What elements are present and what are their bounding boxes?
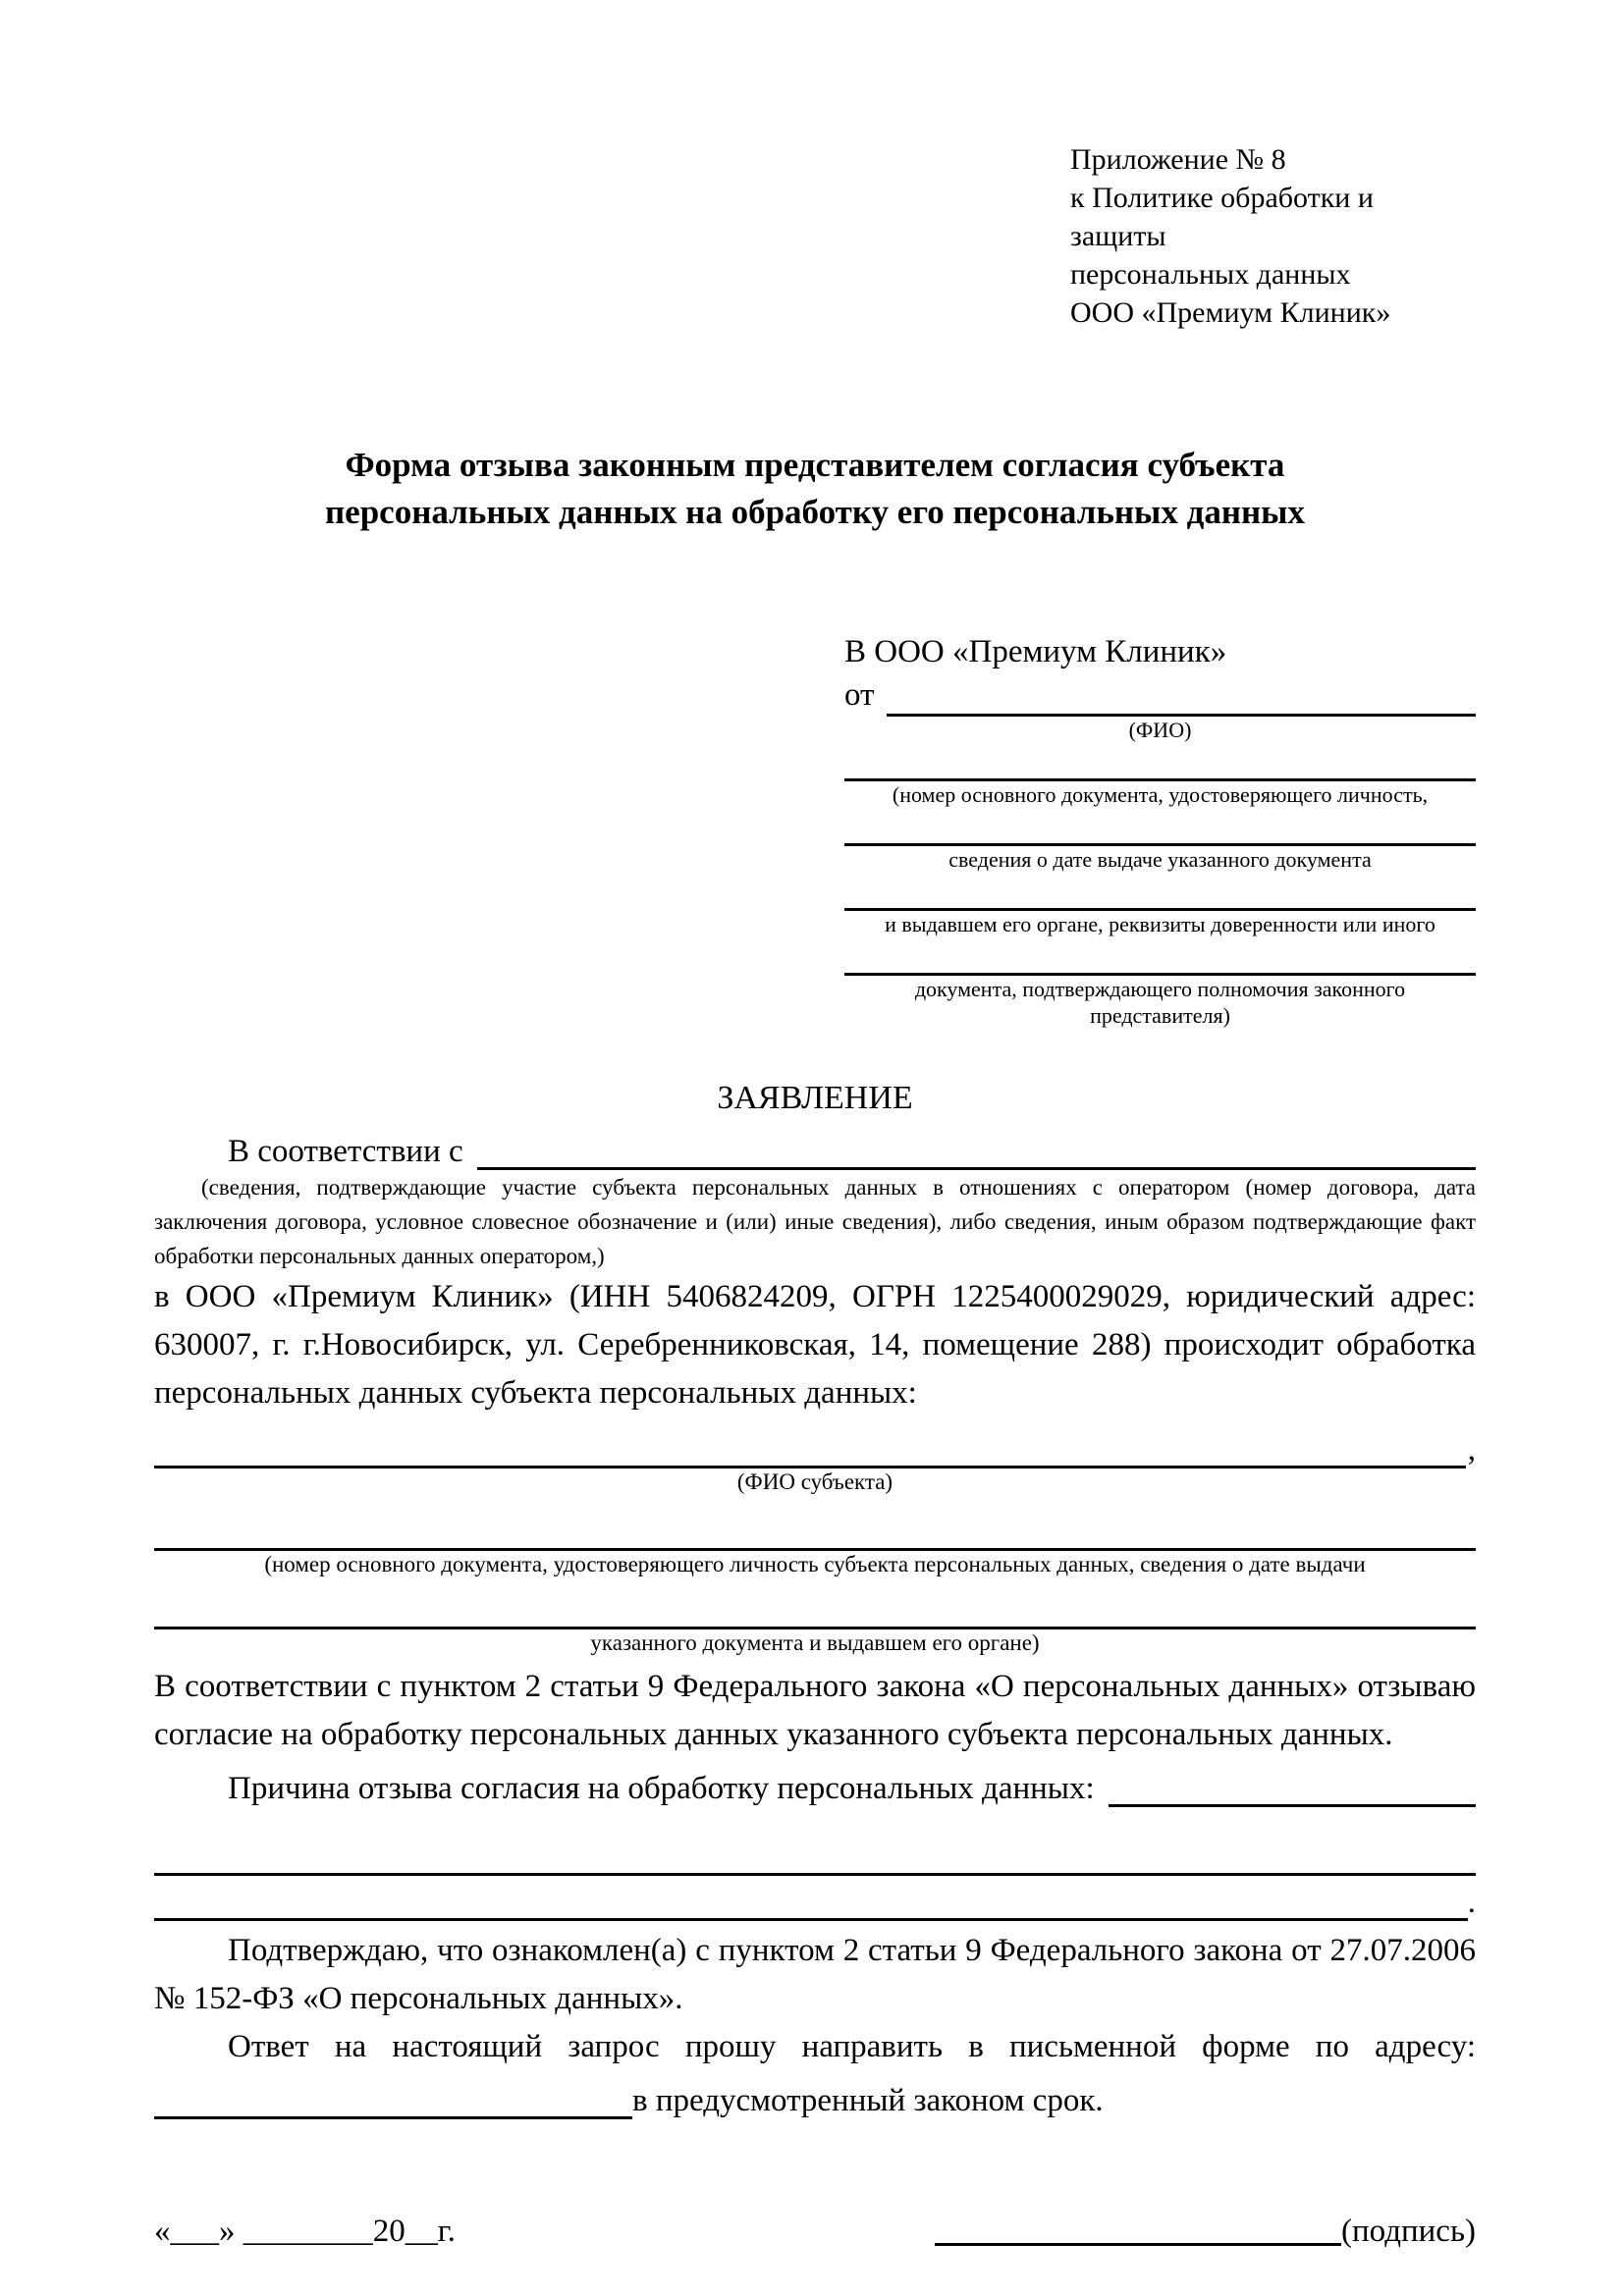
footer-row bbox=[154, 2214, 1476, 2250]
comma: , bbox=[1467, 1432, 1476, 1468]
intro-row bbox=[154, 1125, 1476, 1170]
reason-blank-line-2[interactable] bbox=[154, 1918, 1468, 1921]
reason-blank-row-2 bbox=[154, 1885, 1476, 1921]
intro-prefix: В соответствии с bbox=[228, 1134, 463, 1169]
document-title-line: персональных данных на обработку его персональных данных bbox=[325, 493, 1305, 531]
appendix-line: к Политике обработки и защиты bbox=[1070, 182, 1374, 252]
reply-address-line[interactable] bbox=[154, 2116, 632, 2119]
doc-field-line-1[interactable] bbox=[844, 743, 1476, 781]
withdrawal-paragraph: В соответствии с пунктом 2 статьи 9 Федерального закона «О персональных данных» отзываю согласие на обработку персональных данных указанного субъекта персональных данных. bbox=[154, 1669, 1476, 1752]
addressee-block bbox=[844, 630, 1476, 1029]
footnote-line: заключения договора, условное словесное обозначение и (или) иные сведения), либо сведения, иным образом подтверждающие факт bbox=[154, 1209, 1476, 1234]
addressee-org: В ООО «Премиум Клиник» bbox=[844, 634, 1227, 669]
reason-row bbox=[154, 1759, 1476, 1807]
addressee-from-row bbox=[844, 673, 1476, 717]
date-field[interactable]: «___» ________20__г. bbox=[154, 2214, 456, 2249]
operator-paragraph: в ООО «Премиум Клиник» (ИНН 5406824209, ОГРН 1225400029029, юридический адрес: 630007, г. г.Новосибирск, ул. Серебренниковская, 14, помещение 288) происходит обработка персональных данных субъекта персональных данных: bbox=[154, 1279, 1476, 1411]
signature-line[interactable] bbox=[935, 2243, 1341, 2246]
doc-caption-1: (номер основного документа, удостоверяющего личность, bbox=[892, 782, 1429, 807]
period: . bbox=[1467, 1885, 1476, 1920]
document-title-line: Форма отзыва законным представителем согласия субъекта bbox=[345, 446, 1285, 484]
subject-doc-caption-2: указанного документа и выдавшем его органе) bbox=[590, 1630, 1040, 1655]
doc-caption-2: сведения о дате выдаче указанного документа bbox=[948, 847, 1372, 872]
reply-prefix-line: Ответ на настоящий запрос прошу направить в письменной форме по адресу: bbox=[228, 2029, 1476, 2064]
subject-fio-row bbox=[154, 1431, 1476, 1468]
subject-doc-row-1 bbox=[154, 1514, 1476, 1551]
doc-field-line-4[interactable] bbox=[844, 937, 1476, 976]
appendix-block bbox=[1070, 140, 1476, 332]
from-label: от bbox=[844, 677, 875, 713]
footnote-line: (сведения, подтверждающие участие субъекта персональных данных в отношениях с оператором (номер договора, дата bbox=[201, 1175, 1476, 1200]
appendix-line: ООО «Премиум Клиник» bbox=[1070, 296, 1391, 329]
signature-block bbox=[935, 2214, 1476, 2250]
appendix-line: персональных данных bbox=[1070, 258, 1351, 291]
signature-caption: (подпись) bbox=[1341, 2214, 1476, 2249]
doc-caption-3: и выдавшем его органе, реквизиты доверенности или иного bbox=[885, 912, 1435, 936]
confirm-paragraph: Подтверждаю, что ознакомлен(а) с пунктом 2 статьи 9 Федерального закона от 27.07.2006 № 152-ФЗ «О персональных данных». bbox=[154, 1933, 1476, 2016]
reason-prefix: Причина отзыва согласия на обработку персональных данных: bbox=[228, 1771, 1095, 1806]
footnote-line: обработки персональных данных оператором,) bbox=[154, 1244, 605, 1268]
intro-footnote bbox=[154, 1170, 1476, 1273]
doc-caption-4: документа, подтверждающего полномочия законного представителя) bbox=[914, 977, 1406, 1028]
doc-field-line-3[interactable] bbox=[844, 873, 1476, 911]
doc-field-line-2[interactable] bbox=[844, 808, 1476, 846]
reason-blank-line-1[interactable] bbox=[154, 1873, 1476, 1876]
reply-address-row bbox=[154, 2071, 1476, 2119]
document-title bbox=[154, 442, 1476, 536]
document-content bbox=[154, 0, 1476, 2250]
statement-heading: ЗАЯВЛЕНИЕ bbox=[717, 1080, 913, 1116]
subject-doc-caption-1: (номер основного документа, удостоверяющего личность субъекта персональных данных, сведения о дате выдачи bbox=[264, 1552, 1366, 1576]
appendix-line: Приложение № 8 bbox=[1070, 143, 1286, 176]
subject-fio-caption: (ФИО субъекта) bbox=[736, 1469, 893, 1494]
subject-doc-row-2 bbox=[154, 1592, 1476, 1629]
reply-suffix: в предусмотренный законом срок. bbox=[632, 2083, 1104, 2118]
reason-blank-row-1 bbox=[154, 1846, 1476, 1876]
reason-field-line[interactable] bbox=[1109, 1804, 1476, 1807]
fio-caption: (ФИО) bbox=[1128, 718, 1192, 742]
